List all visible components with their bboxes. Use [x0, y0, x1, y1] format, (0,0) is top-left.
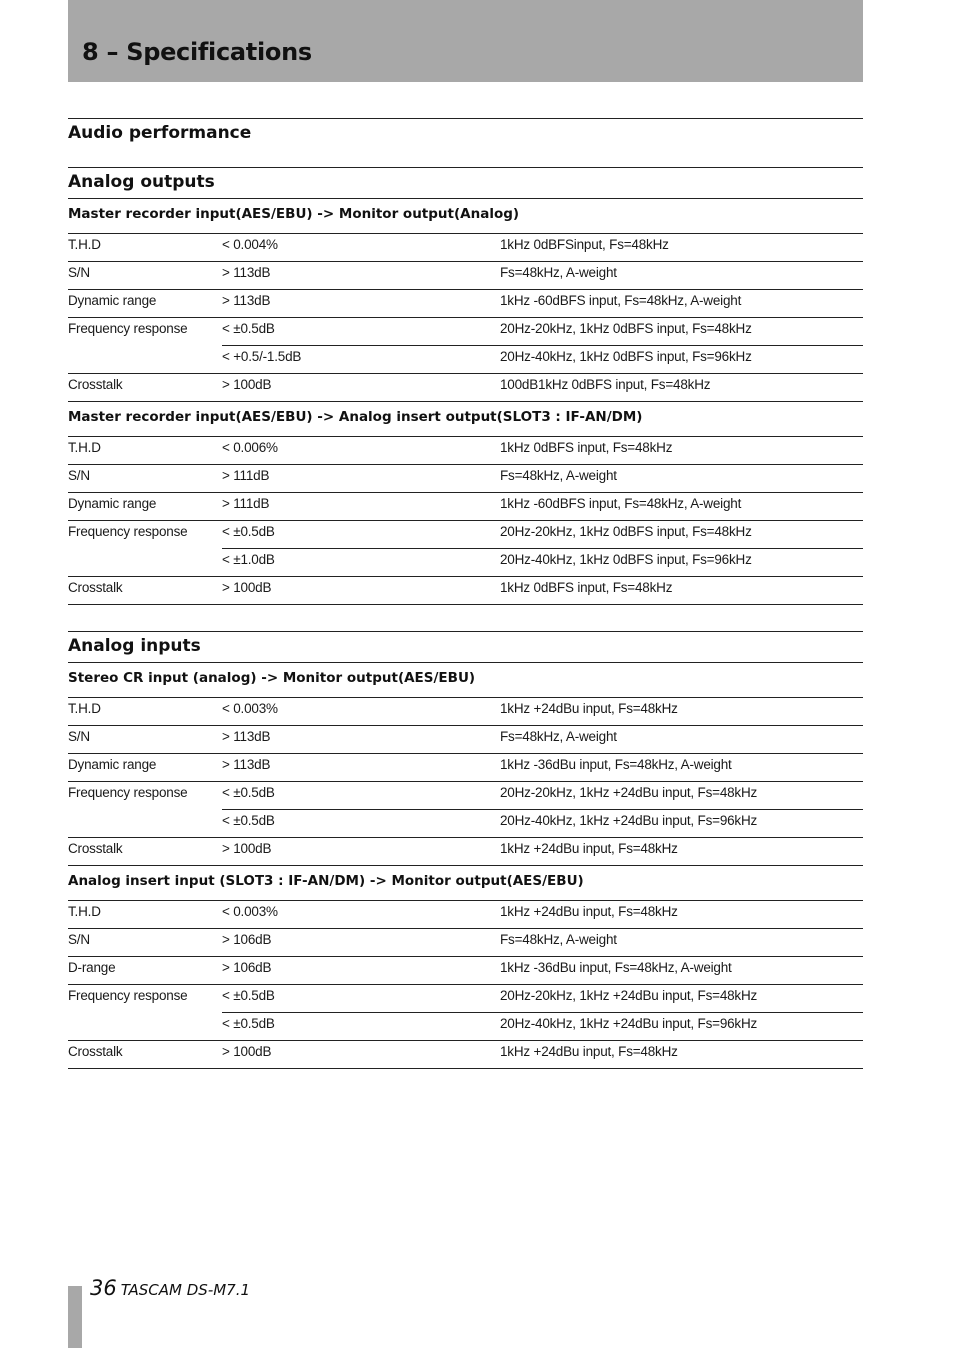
spec-condition: 1kHz +24dBu input, Fs=48kHz [500, 701, 678, 716]
spec-row [68, 725, 863, 753]
spec-value: < ±0.5dB [222, 813, 275, 828]
spec-condition: 1kHz 0dBFS input, Fs=48kHz [500, 440, 673, 455]
spec-row [68, 317, 863, 345]
spec-block-heading [68, 662, 863, 697]
row-divider [68, 520, 863, 521]
chapter-header [68, 0, 863, 82]
spec-parameter: T.H.D [68, 237, 101, 252]
spec-row [68, 900, 863, 928]
spec-row [68, 753, 863, 781]
footer [90, 1276, 250, 1300]
spec-value: < ±0.5dB [222, 524, 275, 539]
spec-parameter: S/N [68, 932, 90, 947]
row-divider [222, 345, 863, 346]
spec-condition: 20Hz-40kHz, 1kHz 0dBFS input, Fs=96kHz [500, 349, 752, 364]
spec-condition: 1kHz -36dBu input, Fs=48kHz, A-weight [500, 757, 732, 772]
spec-condition: 20Hz-20kHz, 1kHz 0dBFS input, Fs=48kHz [500, 321, 752, 336]
spec-parameter: Crosstalk [68, 580, 123, 595]
spec-parameter: Crosstalk [68, 841, 123, 856]
spec-condition: 1kHz +24dBu input, Fs=48kHz [500, 904, 678, 919]
spec-value: < 0.004% [222, 237, 278, 252]
spec-value: < ±1.0dB [222, 552, 275, 567]
spec-parameter: T.H.D [68, 701, 101, 716]
spec-row [68, 956, 863, 984]
spec-condition: 20Hz-40kHz, 1kHz +24dBu input, Fs=96kHz [500, 1016, 758, 1031]
spec-row [68, 1012, 863, 1040]
spec-value: > 113dB [222, 293, 271, 308]
spec-condition: Fs=48kHz, A-weight [500, 932, 617, 947]
spec-row [68, 697, 863, 725]
row-divider [68, 1040, 863, 1041]
spec-value: < ±0.5dB [222, 988, 275, 1003]
spec-parameter: T.H.D [68, 904, 101, 919]
spec-block-heading [68, 198, 863, 233]
row-divider [68, 289, 863, 290]
table-end-rule [68, 1068, 863, 1069]
spec-parameter: Frequency response [68, 321, 188, 336]
row-divider [68, 928, 863, 929]
spec-value: > 100dB [222, 1044, 272, 1059]
row-divider [68, 436, 863, 437]
spec-parameter: Dynamic range [68, 496, 157, 511]
spec-parameter: S/N [68, 729, 90, 744]
spec-row [68, 1040, 863, 1068]
spec-row [68, 345, 863, 373]
spec-value: > 106dB [222, 932, 272, 947]
spec-value: > 100dB [222, 841, 272, 856]
spec-row [68, 809, 863, 837]
spec-row [68, 576, 863, 604]
spec-row [68, 436, 863, 464]
section-title: Analog outputs [68, 172, 215, 192]
spec-value: > 100dB [222, 580, 272, 595]
spec-value: < ±0.5dB [222, 785, 275, 800]
spec-parameter: Frequency response [68, 524, 188, 539]
spec-condition: 1kHz 0dBFSinput, Fs=48kHz [500, 237, 669, 252]
row-divider [68, 753, 863, 754]
spec-condition: 1kHz -36dBu input, Fs=48kHz, A-weight [500, 960, 732, 975]
footer-brand: TASCAM DS-M7.1 [120, 1281, 251, 1299]
analog-inputs-blocks [68, 662, 863, 1069]
row-divider [222, 809, 863, 810]
spec-condition: 20Hz-20kHz, 1kHz 0dBFS input, Fs=48kHz [500, 524, 752, 539]
section-audio-performance [68, 118, 863, 149]
spec-condition: Fs=48kHz, A-weight [500, 265, 617, 280]
row-divider [68, 781, 863, 782]
spec-row [68, 261, 863, 289]
spec-condition: Fs=48kHz, A-weight [500, 729, 617, 744]
spec-value: < 0.006% [222, 440, 278, 455]
spec-value: < +0.5/-1.5dB [222, 349, 302, 364]
footer-bar [68, 1286, 82, 1348]
row-divider [68, 837, 863, 838]
section-title: Analog inputs [68, 636, 201, 656]
spec-row [68, 373, 863, 401]
spec-row [68, 233, 863, 261]
row-divider [68, 261, 863, 262]
spec-value: < ±0.5dB [222, 1016, 275, 1031]
spec-value: > 113dB [222, 757, 271, 772]
spec-value: < 0.003% [222, 701, 278, 716]
row-divider [68, 233, 863, 234]
page-number: 36 [90, 1276, 117, 1300]
spec-parameter: S/N [68, 265, 90, 280]
row-divider [68, 492, 863, 493]
section-heading [68, 167, 863, 198]
spec-condition: 20Hz-40kHz, 1kHz +24dBu input, Fs=96kHz [500, 813, 758, 828]
spec-condition: 1kHz -60dBFS input, Fs=48kHz, A-weight [500, 496, 742, 511]
spec-block-heading [68, 401, 863, 436]
row-divider [68, 576, 863, 577]
spec-condition: 20Hz-20kHz, 1kHz +24dBu input, Fs=48kHz [500, 785, 758, 800]
section-heading [68, 631, 863, 662]
spec-value: < ±0.5dB [222, 321, 275, 336]
spec-condition: 1kHz +24dBu input, Fs=48kHz [500, 1044, 678, 1059]
spec-parameter: Dynamic range [68, 757, 157, 772]
spec-parameter: Crosstalk [68, 1044, 123, 1059]
spec-value: > 106dB [222, 960, 272, 975]
spec-condition: 1kHz 0dBFS input, Fs=48kHz [500, 580, 673, 595]
row-divider [68, 900, 863, 901]
spec-row [68, 984, 863, 1012]
spec-block-title: Master recorder input(AES/EBU) -> Analog insert output(SLOT3 : IF-AN/DM) [68, 409, 643, 425]
section-title: Audio performance [68, 123, 252, 143]
section-analog-inputs [68, 631, 863, 1069]
spec-parameter: T.H.D [68, 440, 101, 455]
spec-value: > 100dB [222, 377, 272, 392]
spec-condition: 100dB1kHz 0dBFS input, Fs=48kHz [500, 377, 711, 392]
chapter-title: 8 – Specifications [82, 38, 312, 66]
spec-condition: 1kHz -60dBFS input, Fs=48kHz, A-weight [500, 293, 742, 308]
row-divider [68, 373, 863, 374]
spec-condition: Fs=48kHz, A-weight [500, 468, 617, 483]
spec-condition: 1kHz +24dBu input, Fs=48kHz [500, 841, 678, 856]
section-gap [68, 605, 863, 631]
spec-block-title: Stereo CR input (analog) -> Monitor output(AES/EBU) [68, 670, 476, 686]
row-divider [68, 317, 863, 318]
row-divider [68, 984, 863, 985]
spec-content [68, 118, 863, 1069]
spec-parameter: Frequency response [68, 785, 188, 800]
section-analog-outputs [68, 167, 863, 605]
analog-outputs-blocks [68, 198, 863, 605]
spec-row [68, 548, 863, 576]
spec-condition: 20Hz-20kHz, 1kHz +24dBu input, Fs=48kHz [500, 988, 758, 1003]
spec-row [68, 837, 863, 865]
row-divider [68, 464, 863, 465]
spec-parameter: Frequency response [68, 988, 188, 1003]
spec-row [68, 464, 863, 492]
spec-block-title: Analog insert input (SLOT3 : IF-AN/DM) -> Monitor output(AES/EBU) [68, 873, 584, 889]
spec-condition: 20Hz-40kHz, 1kHz 0dBFS input, Fs=96kHz [500, 552, 752, 567]
spec-row [68, 289, 863, 317]
row-divider [222, 548, 863, 549]
spec-parameter: S/N [68, 468, 90, 483]
spec-parameter: Crosstalk [68, 377, 123, 392]
spec-block-title: Master recorder input(AES/EBU) -> Monitor output(Analog) [68, 206, 520, 222]
spec-value: < 0.003% [222, 904, 278, 919]
spec-block-heading [68, 865, 863, 900]
row-divider [68, 956, 863, 957]
row-divider [68, 697, 863, 698]
spec-value: > 111dB [222, 496, 270, 511]
spec-value: > 113dB [222, 265, 271, 280]
row-divider [68, 725, 863, 726]
spec-value: > 113dB [222, 729, 271, 744]
spec-parameter: Dynamic range [68, 293, 157, 308]
spec-parameter: D-range [68, 960, 116, 975]
spec-row [68, 781, 863, 809]
spec-row [68, 520, 863, 548]
spec-row [68, 492, 863, 520]
spec-row [68, 928, 863, 956]
row-divider [222, 1012, 863, 1013]
spec-value: > 111dB [222, 468, 270, 483]
